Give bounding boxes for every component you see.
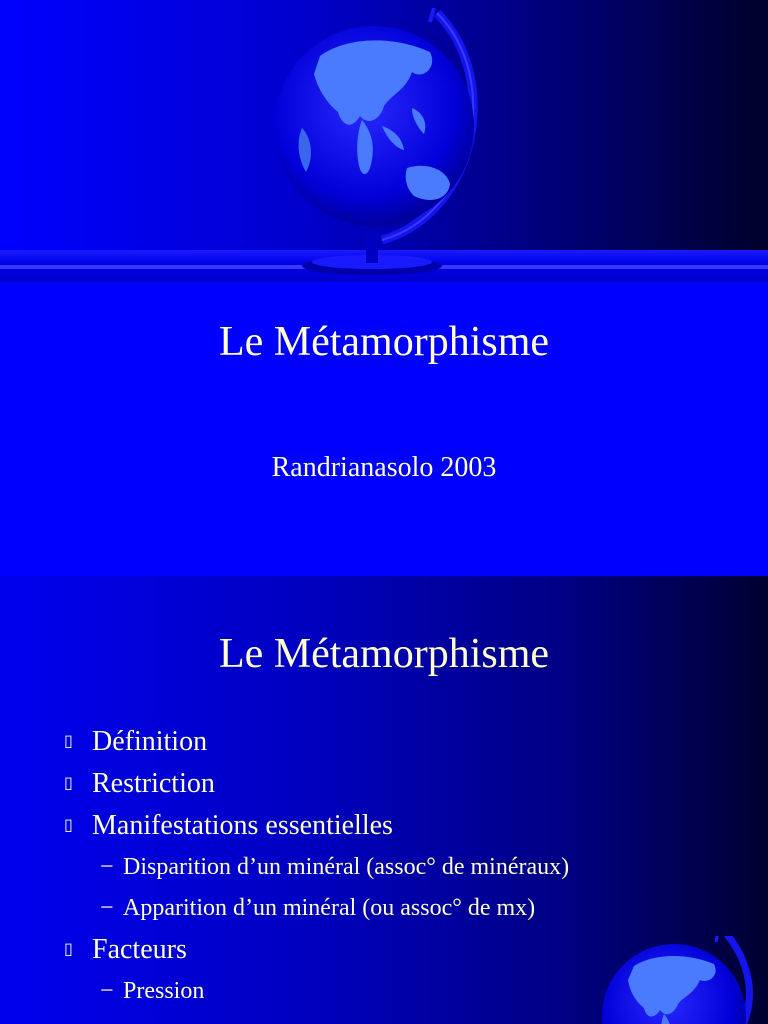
sub-bullet-item — [0, 847, 768, 888]
dash-marker: − — [100, 854, 114, 880]
bullet-marker: ▯ — [64, 775, 73, 792]
globe-icon — [262, 8, 492, 278]
bullet-marker: ▯ — [64, 941, 73, 958]
bullet-marker: ▯ — [64, 817, 73, 834]
sub-bullet-text: Pression — [123, 978, 205, 1004]
slide-subtitle: Randrianasolo 2003 — [271, 452, 497, 483]
sub-bullet-text: Apparition d’un minéral (ou assoc° de mx) — [123, 895, 536, 921]
globe-icon — [594, 936, 764, 1024]
bullet-marker: ▯ — [64, 733, 73, 750]
bullet-item — [0, 805, 768, 847]
sub-bullet-text: Disparition d’un minéral (assoc° de minéraux) — [123, 854, 570, 880]
slide-title: Le Métamorphisme — [218, 319, 550, 365]
bullet-text: Définition — [92, 726, 208, 757]
bullet-item — [0, 763, 768, 805]
bullet-text: Facteurs — [92, 934, 187, 965]
bullet-text: Manifestations essentielles — [92, 810, 393, 841]
content-slide — [0, 576, 768, 1024]
sub-bullet-item — [0, 888, 768, 929]
bullet-text: Restriction — [92, 768, 215, 799]
bullet-item — [0, 721, 768, 763]
dash-marker: − — [100, 895, 114, 921]
slide-title: Le Métamorphisme — [218, 631, 550, 677]
dash-marker: − — [100, 978, 114, 1004]
